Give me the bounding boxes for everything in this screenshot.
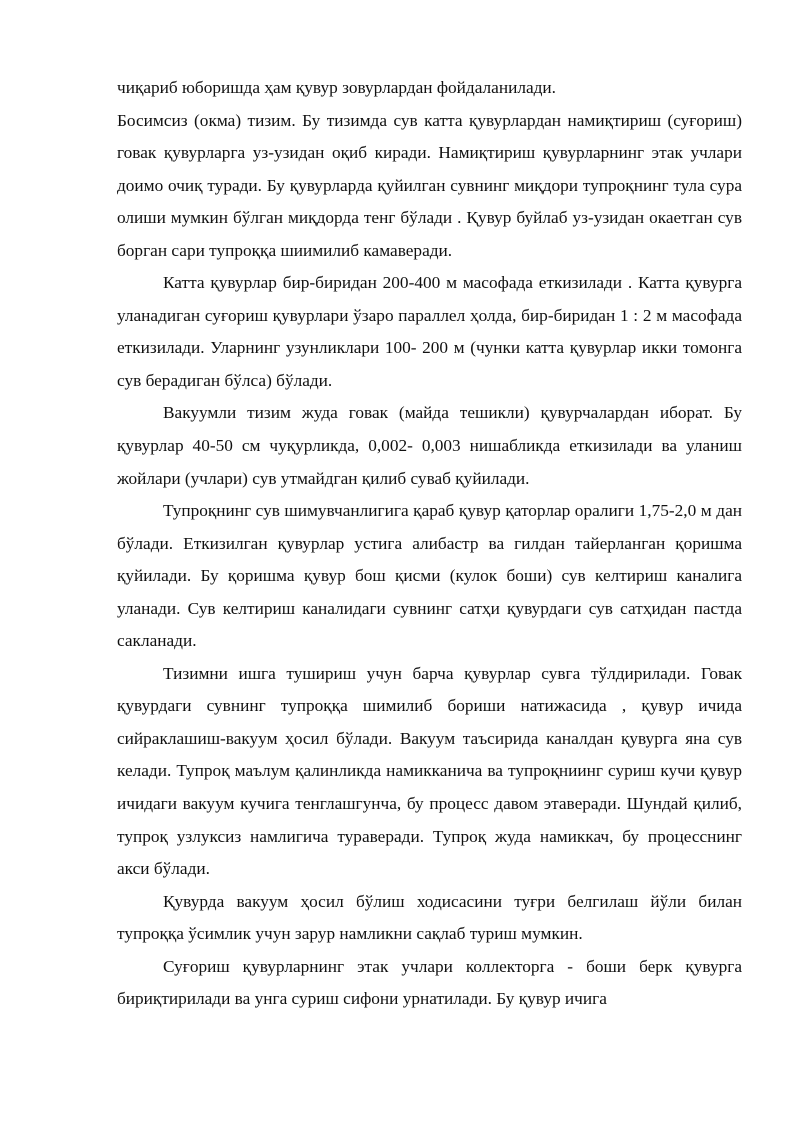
- paragraph-system-start: Тизимни ишга тушириш учун барча қувурлар сувга тўлдирилади. Говак қувурдаги сувнинг тупроққа шимилиб бориши натижасида , қувур ичида сийраклашиш-вакуум ҳосил бўлади. Вакуум таъсирида каналдан қувурга яна сув келади. Тупроқ маълум қалинликда намикканича ва тупроқниинг суриш кучи қувур ичидаги вакуум кучига тенглашгунча, бу процесс давом этаверади. Шундай қилиб, тупроқ узлуксиз намлигича тураверади. Тупроқ жуда намиккач, бу процесснинг акси бўлади.: [117, 663, 742, 879]
- paragraph-vacuum-moisture: Қувурда вакуум ҳосил бўлиш ходисасини туғри белгилаш йўли билан тупроққа ўсимлик учун зарур намликни сақлаб туриш мумкин.: [117, 891, 742, 944]
- paragraph-continuation: чиқариб юборишда ҳам қувур зовурлардан фойдаланилади.: [117, 78, 556, 97]
- paragraph-collector: Суғориш қувурларнинг этак учлари коллекторга - боши берк қувурга бириқтирилади ва унга суриш сифони урнатилади. Бу қувур ичига: [117, 956, 742, 1009]
- paragraph-main-pipes: Катта қувурлар бир-биридан 200-400 м масофада еткизилади . Катта қувурга уланадиган суғориш қувурлари ўзаро параллел ҳолда, бир-биридан 1 : 2 м масофада еткизилади. Уларнинг узунликлари 100- 200 м (чунки катта қувурлар икки томонга сув берадиган бўлса) бўлади.: [117, 273, 742, 390]
- body-text: [117, 72, 742, 1016]
- paragraph-gravity-system: Босимсиз (окма) тизим. Бу тизимда сув катта қувурлардан намиқтириш (суғориш) говак қувурларга уз-узидан оқиб киради. Намиқтириш қувурларнинг этак учлари доимо очиқ туради. Бу қувурларда қуйилган сувнинг миқдори тупроқнинг тула сура олиши мумкин бўлган миқдорда тенг бўлади . Қувур буйлаб уз-узидан окаетган сув борган сари тупроққа шиимилиб камаверади.: [117, 110, 742, 260]
- paragraph-pipe-spacing: Тупроқнинг сув шимувчанлигига қараб қувур қаторлар оралиги 1,75-2,0 м дан бўлади. Еткизилган қувурлар устига алибастр ва гилдан тайерланган қоришма қуйилади. Бу қоришма қувур бош қисми (кулок боши) сув келтириш каналига уланади. Сув келтириш каналидаги сувнинг сатҳи қувурдаги сув сатҳидан пастда сакланади.: [117, 501, 742, 651]
- paragraph-vacuum-system: Вакуумли тизим жуда говак (майда тешикли) қувурчалардан иборат. Бу қувурлар 40-50 см чуқурликда, 0,002- 0,003 нишабликда еткизилади ва уланиш жойлари (учлари) сув утмайдган қилиб суваб қуйилади.: [117, 403, 742, 488]
